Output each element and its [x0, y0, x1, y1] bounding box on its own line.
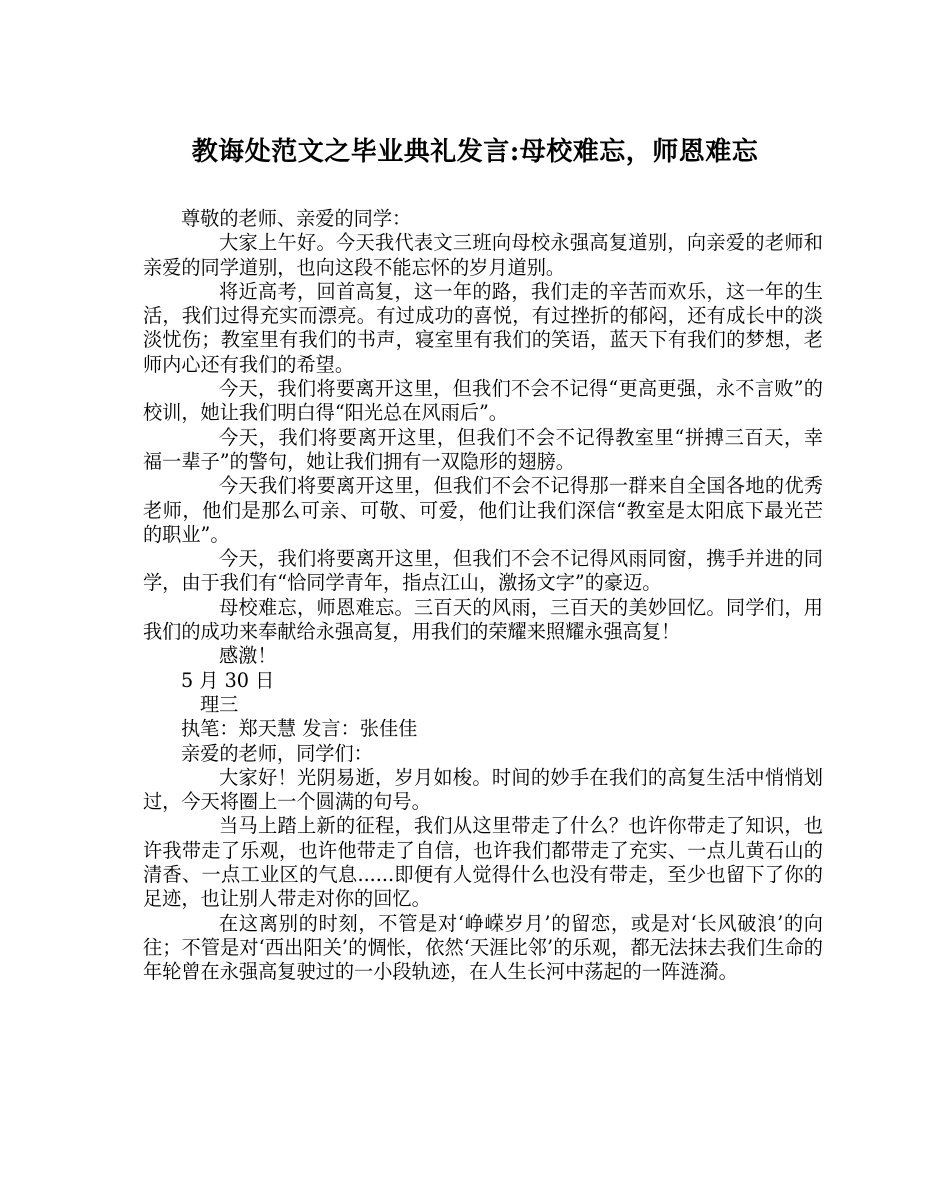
closing-thanks: 感激！ [219, 644, 277, 668]
class-line: 理三 [200, 692, 239, 716]
paragraph: 今天，我们将要离开这里，但我们不会不记得风雨同窗，携手并进的同学，由于我们有“恰同学青年，指点江山，激扬文字”的豪迈。 [143, 547, 823, 595]
date-line: 5 月 30 日 [181, 668, 275, 692]
paragraph: 今天我们将要离开这里，但我们不会不记得那一群来自全国各地的优秀老师，他们是那么可亲、可敬、可爱，他们让我们深信“教室是太阳底下最光芒的职业”。 [143, 474, 823, 546]
paragraph: 大家好！光阴易逝，岁月如梭。时间的妙手在我们的高复生活中悄悄划过，今天将圈上一个圆满的句号。 [143, 765, 823, 814]
paragraph: 今天，我们将要离开这里，但我们不会不记得教室里“拼搏三百天，幸福一辈子”的警句，她让我们拥有一双隐形的翅膀。 [143, 425, 823, 473]
document-body [143, 207, 823, 985]
paragraph: 母校难忘，师恩难忘。三百天的风雨，三百天的美妙回忆。同学们，用我们的成功来奉献给永强高复，用我们的荣耀来照耀永强高复！ [143, 595, 823, 644]
paragraph: 今天，我们将要离开这里，但我们不会不记得“更高更强，永不言败”的校训，她让我们明白得“阳光总在风雨后”。 [143, 377, 823, 425]
author-line: 执笔：郑天慧 发言：张佳佳 [181, 717, 418, 741]
paragraph: 大家上午好。今天我代表文三班向母校永强高复道别，向亲爱的老师和亲爱的同学道别，也向这段不能忘怀的岁月道别。 [143, 231, 823, 279]
salutation: 尊敬的老师、亲爱的同学： [181, 207, 412, 230]
paragraph: 将近高考，回首高复，这一年的路，我们走的辛苦而欢乐，这一年的生活，我们过得充实而漂亮。有过成功的喜悦，有过挫折的郁闷，还有成长中的淡淡忧伤；教室里有我们的书声，寝室里有我们的笑语，蓝天下有我们的梦想，老师内心还有我们的希望。 [143, 279, 823, 376]
paragraph: 在这离别的时刻，不管是对‘峥嵘岁月’的留恋，或是对‘长风破浪’的向往；不管是对‘西出阳关’的惆怅，依然‘天涯比邻’的乐观，都无法抹去我们生命的年轮曾在永强高复驶过的一小段轨迹，在人生长河中荡起的一阵涟漪。 [143, 911, 823, 984]
salutation-2: 亲爱的老师，同学们： [181, 741, 373, 765]
document-title: 教诲处范文之毕业典礼发言:母校难忘，师恩难忘 [191, 137, 759, 167]
paragraph: 当马上踏上新的征程，我们从这里带走了什么？也许你带走了知识，也许我带走了乐观，也许他带走了自信，也许我们都带走了充实、一点儿黄石山的清香、一点工业区的气息......即便有人觉得什么也没有带走，至少也留下了你的足迹，也让别人带走对你的回忆。 [143, 814, 823, 911]
